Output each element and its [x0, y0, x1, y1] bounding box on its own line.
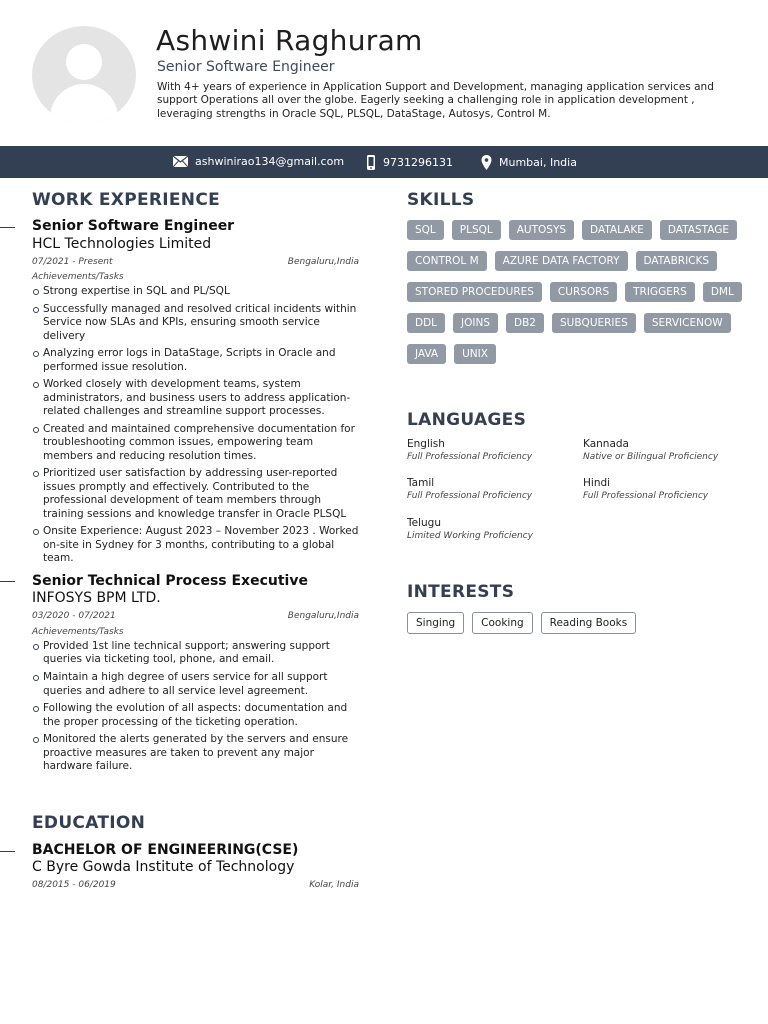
language-name: Tamil [407, 477, 435, 489]
work-experience-heading: WORK EXPERIENCE [32, 190, 221, 210]
location-text: Mumbai, India [499, 156, 577, 169]
language-name: Kannada [583, 438, 629, 450]
list-item: Provided 1st line technical support; answering support queries via ticketing tool, phone, and email. [32, 640, 362, 667]
language-name: English [407, 438, 445, 450]
list-item: Strong expertise in SQL and PL/SQL [32, 285, 362, 298]
job-bullets [32, 640, 362, 778]
map-pin-icon [481, 155, 492, 170]
education-heading: EDUCATION [32, 813, 146, 833]
contact-location [481, 155, 577, 170]
language-level: Limited Working Proficiency [407, 531, 533, 541]
language-level: Full Professional Proficiency [407, 452, 533, 462]
job-meta [32, 611, 359, 621]
interest-tag: Singing [407, 612, 464, 634]
avatar [32, 26, 136, 124]
language-name: Telugu [407, 517, 441, 529]
phone-icon [366, 155, 376, 170]
language-item [407, 438, 577, 462]
candidate-title: Senior Software Engineer [157, 59, 335, 75]
interest-tag: Reading Books [541, 612, 637, 634]
skill-tag: PLSQL [452, 220, 501, 240]
language-item [407, 517, 577, 541]
language-level: Full Professional Proficiency [407, 491, 533, 501]
job-bullets [32, 285, 362, 570]
avatar-shoulders [50, 84, 118, 124]
language-item [407, 477, 577, 501]
language-level: Native or Bilingual Proficiency [583, 452, 719, 462]
school-name: C Byre Gowda Institute of Technology [32, 859, 295, 875]
contact-phone[interactable] [366, 155, 453, 170]
skills-heading: SKILLS [407, 190, 475, 210]
summary: With 4+ years of experience in Application Support and Development, managing application services and support Operations all over the globe. Eagerly seeking a challenging role in application development , leveraging strengths in Oracle SQL, PLSQL, DataStage, Autosys, Control M. [157, 81, 714, 120]
job-dates: 07/2021 - Present [32, 257, 113, 267]
job-dates: 03/2020 - 07/2021 [32, 611, 116, 621]
degree-title: BACHELOR OF ENGINEERING(CSE) [32, 842, 299, 858]
skill-tag: DML [703, 282, 742, 302]
phone-text: 9731296131 [383, 156, 453, 169]
language-name: Hindi [583, 477, 611, 489]
languages-heading: LANGUAGES [407, 410, 527, 430]
education-dates: 08/2015 - 06/2019 [32, 880, 116, 890]
skill-tag: DDL [407, 313, 445, 333]
skill-tag: DATALAKE [582, 220, 652, 240]
job-location: Bengaluru,India [287, 257, 359, 267]
candidate-name: Ashwini Raghuram [156, 24, 423, 57]
list-item: Successfully managed and resolved critical incidents within Service now SLAs and KPIs, ensuring smooth service delivery [32, 303, 362, 343]
skill-tag: DATABRICKS [636, 251, 718, 271]
entry-marker [0, 581, 15, 582]
list-item: Analyzing error logs in DataStage, Scripts in Oracle and performed issue resolution. [32, 347, 362, 374]
list-item: Following the evolution of all aspects: documentation and the proper processing of the ticketing operation. [32, 702, 362, 729]
job-meta [32, 257, 359, 267]
achievements-label: Achievements/Tasks [32, 627, 124, 637]
list-item: Created and maintained comprehensive documentation for troubleshooting common issues, empowering team members and reducing resolution times. [32, 423, 362, 463]
achievements-label: Achievements/Tasks [32, 272, 124, 282]
list-item: Onsite Experience: August 2023 – November 2023 . Worked on-site in Sydney for 3 months, contributing to a global team. [32, 525, 362, 565]
education-location: Kolar, India [309, 880, 359, 890]
skills-list [407, 220, 747, 364]
skill-tag: DB2 [506, 313, 544, 333]
contact-bar [0, 146, 768, 178]
education-meta [32, 880, 359, 890]
envelope-icon [173, 156, 188, 167]
skill-tag: AZURE DATA FACTORY [495, 251, 628, 271]
interests-heading: INTERESTS [407, 582, 515, 602]
list-item: Worked closely with development teams, system administrators, and business users to address application-related challenges and streamline support processes. [32, 378, 362, 418]
skill-tag: SQL [407, 220, 444, 240]
skill-tag: JAVA [407, 344, 446, 364]
skill-tag: SUBQUERIES [552, 313, 636, 333]
interest-tag: Cooking [472, 612, 533, 634]
language-item [583, 477, 753, 501]
language-level: Full Professional Proficiency [583, 491, 709, 501]
job-title: Senior Technical Process Executive [32, 573, 308, 589]
language-item [583, 438, 753, 462]
company-name: INFOSYS BPM LTD. [32, 590, 161, 606]
skill-tag: JOINS [453, 313, 498, 333]
skill-tag: AUTOSYS [509, 220, 574, 240]
skill-tag: STORED PROCEDURES [407, 282, 542, 302]
interests-list [407, 612, 636, 634]
skill-tag: TRIGGERS [625, 282, 695, 302]
list-item: Prioritized user satisfaction by addressing user-reported issues promptly and effectively. Contributed to the professional development of team members through training sessions and knowledge transfer in Oracle PLSQL [32, 467, 362, 521]
company-name: HCL Technologies Limited [32, 236, 212, 252]
job-location: Bengaluru,India [287, 611, 359, 621]
job-title: Senior Software Engineer [32, 218, 235, 234]
email-text: ashwinirao134@gmail.com [195, 155, 345, 168]
list-item: Maintain a high degree of users service for all support queries and adhere to all service level agreement. [32, 671, 362, 698]
avatar-head [66, 44, 102, 80]
skill-tag: DATASTAGE [660, 220, 737, 240]
skill-tag: SERVICENOW [644, 313, 731, 333]
skill-tag: CURSORS [550, 282, 617, 302]
entry-marker [0, 227, 15, 228]
skill-tag: CONTROL M [407, 251, 487, 271]
skill-tag: UNIX [454, 344, 496, 364]
contact-email[interactable] [173, 155, 344, 168]
entry-marker [0, 851, 15, 852]
list-item: Monitored the alerts generated by the servers and ensure proactive measures are taken to prevent any major hardware failure. [32, 733, 362, 773]
